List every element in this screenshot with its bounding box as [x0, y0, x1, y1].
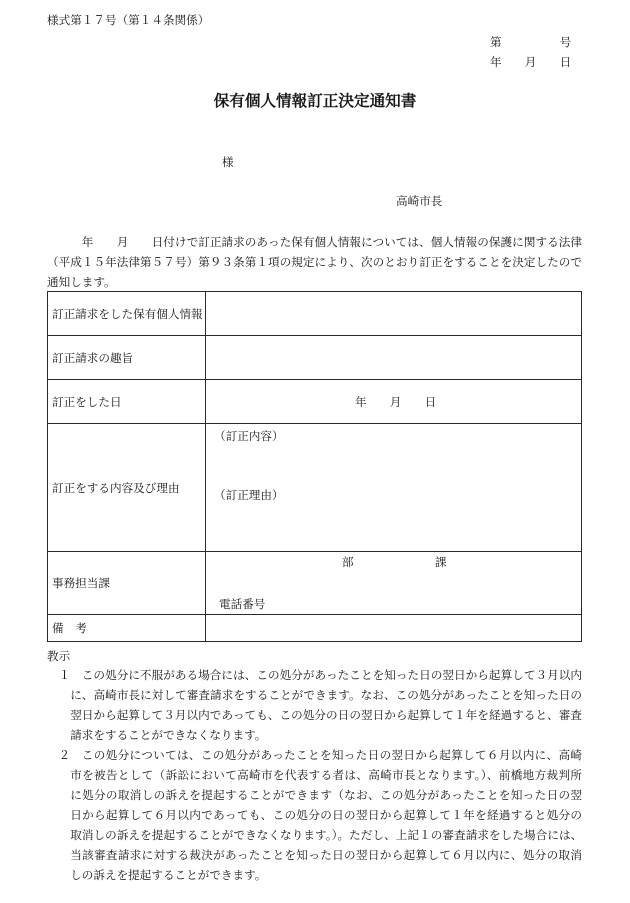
instruction-line: に、高崎市長に対して審査請求をすることができます。なお、この処分があったことを知った日の	[70, 688, 582, 702]
form-number-label: 様式第１７号（第１４条関係）	[47, 13, 210, 27]
department-label: 部	[342, 555, 354, 569]
instruction-line: 請求をすることができなくなります。	[70, 728, 267, 742]
instruction-line: この処分に不服がある場合には、この処分があったことを知った日の翌日から起算して３月以内	[81, 668, 582, 682]
document-date-field: 年 月 日	[490, 55, 572, 69]
table-row	[48, 336, 581, 380]
phone-number-label: 電話番号	[219, 597, 266, 611]
correction-date-field: 年 月 日	[355, 394, 437, 409]
row-label-correction-date: 訂正をした日	[48, 380, 206, 423]
notice-line: 年 月 日付けで訂正請求のあった保有個人情報については、個人情報の保護に関する法律	[81, 235, 582, 249]
row-value-request-purpose	[206, 336, 581, 379]
item-number: １	[58, 668, 71, 682]
section-label: 課	[435, 555, 447, 569]
addressee-honorific: 様	[222, 155, 234, 169]
row-label-content-and-reason: 訂正をする内容及び理由	[48, 424, 206, 551]
sender-name: 高崎市長	[396, 194, 443, 208]
document-title: 保有個人情報訂正決定通知書	[213, 91, 417, 110]
instruction-line: 市を被告として（訴訟において高崎市を代表する者は、高崎市長となります。）、前橋地方裁判所	[70, 768, 582, 782]
document-number-field: 第 号	[490, 35, 572, 49]
row-value-office-in-charge	[206, 552, 581, 614]
row-value-correction-date	[206, 380, 581, 423]
item-number: ２	[58, 748, 71, 762]
instruction-line: 取消しの訴えを提起することができなくなります。）。ただし、上記１の審査請求をした場合には、	[70, 828, 582, 842]
correction-content-heading: （訂正内容）	[214, 429, 284, 443]
row-value-content-and-reason	[206, 424, 581, 551]
instructions-heading: 教示	[47, 649, 71, 663]
notice-line: 通知します。	[47, 275, 116, 289]
table-row	[48, 552, 581, 615]
row-value-remarks	[206, 615, 581, 641]
correction-reason-heading: （訂正理由）	[214, 488, 284, 502]
table-row	[48, 292, 581, 336]
instruction-line: この処分については、この処分があったことを知った日の翌日から起算して６月以内に、高崎	[81, 748, 582, 762]
row-label-personal-info: 訂正請求をした保有個人情報	[48, 292, 206, 335]
row-value-personal-info	[206, 292, 581, 335]
table-row	[48, 424, 581, 552]
instruction-line: に処分の取消しの訴えを提起することができます（なお、この処分があったことを知った日の翌	[70, 788, 582, 802]
table-row	[48, 615, 581, 641]
row-label-request-purpose: 訂正請求の趣旨	[48, 336, 206, 379]
instruction-line: 日から起算して６月以内であっても、この処分の日の翌日から起算して１年を経過すると処分の	[70, 808, 582, 822]
table-row	[48, 380, 581, 424]
row-label-remarks: 備 考	[48, 615, 206, 641]
instruction-line: 当該審査請求に対する裁決があったことを知った日の翌日から起算して６月以内に、処分の取消	[70, 848, 582, 862]
correction-table	[47, 291, 582, 642]
row-label-office-in-charge: 事務担当課	[48, 552, 206, 614]
instruction-line: 翌日から起算して３月以内であっても、この処分の日の翌日から起算して１年を経過すると、審査	[70, 708, 582, 722]
instruction-line: しの訴えを提起することができます。	[70, 868, 267, 882]
notice-line: （平成１５年法律第５７号）第９３条第１項の規定により、次のとおり訂正をすることを決定したので	[47, 255, 582, 269]
